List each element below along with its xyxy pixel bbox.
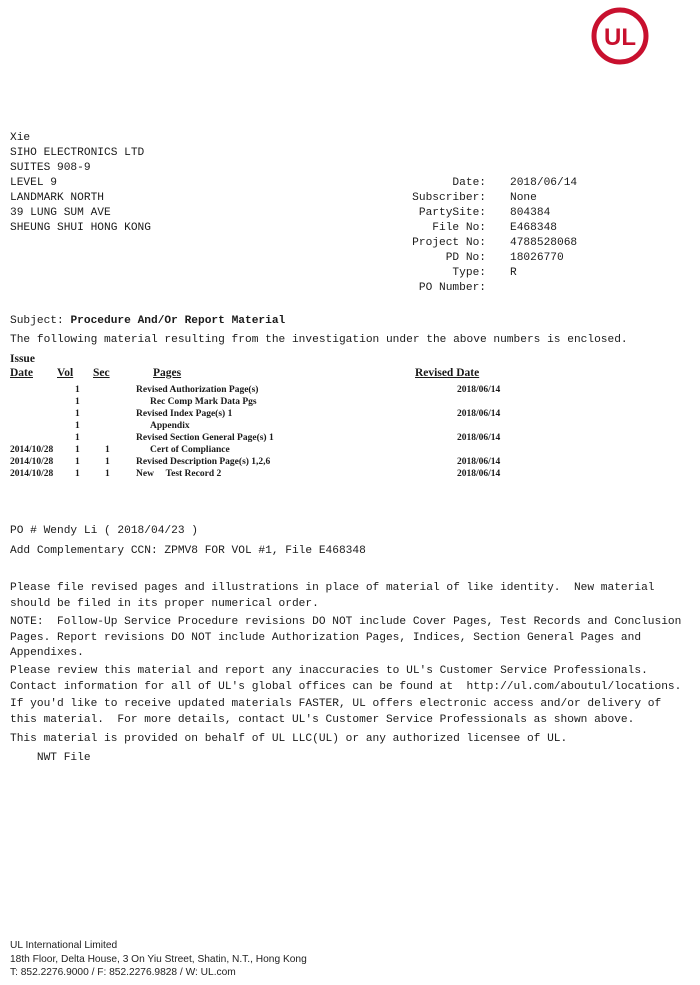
ref-row-partysite: [380, 206, 577, 221]
filing-instructions: Please file revised pages and illustrations in place of material of like identity. New material should be filed in its proper numerical order.: [10, 582, 655, 610]
ref-row-po-number: [380, 281, 577, 296]
cell-vol: 1: [75, 397, 80, 407]
cell-sec: 1: [105, 445, 110, 455]
ref-label: PartySite:: [418, 207, 486, 219]
issue-header: Issue: [10, 353, 35, 365]
ref-label: Date:: [452, 177, 486, 189]
table-row: [10, 457, 530, 469]
column-header-vol: Vol: [57, 367, 74, 379]
cell-pages: Rec Comp Mark Data Pgs: [150, 397, 257, 407]
footer-company: UL International Limited: [10, 940, 118, 951]
ul-logo-text: UL: [604, 24, 636, 51]
cell-vol: 1: [75, 385, 80, 395]
address-line: LEVEL 9: [10, 177, 57, 189]
table-row: [10, 409, 530, 421]
cell-date: 2014/10/28: [10, 457, 54, 467]
note-paragraph: NOTE: Follow-Up Service Procedure revisions DO NOT include Cover Pages, Test Records and Conclusion Pages. Report revisions DO NOT include Authorization Pages, Indices, Section General Pages and Appendixes.: [10, 616, 682, 659]
nwt-file-line: NWT File: [10, 752, 91, 764]
ref-value: None: [510, 192, 537, 204]
column-header-revised-date: Revised Date: [415, 367, 480, 379]
ul-logo: [590, 6, 650, 66]
ccn-line: Add Complementary CCN: ZPMV8 FOR VOL #1, File E468348: [10, 545, 366, 557]
ref-row-file-no: [380, 221, 577, 236]
cell-pages: Revised Section General Page(s) 1: [136, 433, 274, 443]
cell-vol: 1: [75, 433, 80, 443]
address-line: Xie: [10, 132, 31, 144]
review-paragraph: Please review this material and report any inaccuracies to UL's Customer Service Professionals. Contact information for all of UL's global offices can be found at http://ul.com/aboutul/locations.: [10, 665, 682, 693]
ref-value: 18026770: [510, 252, 564, 264]
column-header-sec: Sec: [93, 367, 110, 379]
ref-label: Subscriber:: [412, 192, 486, 204]
subject-title: Procedure And/Or Report Material: [70, 315, 286, 327]
cell-pages: New Test Record 2: [136, 469, 222, 479]
table-row: [10, 445, 530, 457]
ref-label: PD No:: [445, 252, 486, 264]
cell-pages: Cert of Compliance: [150, 445, 230, 455]
ref-label: Type:: [452, 267, 486, 279]
ref-row-type: [380, 266, 577, 281]
table-row: [10, 385, 530, 397]
ref-value: 804384: [510, 207, 551, 219]
po-line: PO # Wendy Li ( 2018/04/23 ): [10, 525, 198, 537]
table-row: [10, 421, 530, 433]
cell-pages: Appendix: [150, 421, 190, 431]
ref-row-date: [380, 176, 577, 191]
address-line: SHEUNG SHUI HONG KONG: [10, 222, 151, 234]
cell-sec: 1: [105, 457, 110, 467]
ref-row-subscriber: [380, 191, 577, 206]
cell-vol: 1: [75, 421, 80, 431]
cell-pages: Revised Description Page(s) 1,2,6: [136, 457, 271, 467]
column-header-pages: Pages: [153, 367, 182, 379]
cell-revised-date: 2018/06/14: [457, 469, 501, 479]
footer-address: 18th Floor, Delta House, 3 On Yiu Street, Shatin, N.T., Hong Kong: [10, 953, 307, 965]
address-line: SUITES 908-9: [10, 162, 91, 174]
subject-line: [10, 314, 285, 329]
cell-pages: Revised Index Page(s) 1: [136, 409, 233, 419]
ref-row-pd-no: [380, 251, 577, 266]
cell-vol: 1: [75, 469, 80, 479]
footer: [10, 939, 307, 980]
address-line: SIHO ELECTRONICS LTD: [10, 147, 145, 159]
ref-value: 2018/06/14: [510, 177, 578, 189]
reference-info: [380, 176, 577, 296]
ref-value: R: [510, 267, 517, 279]
ref-value: E468348: [510, 222, 557, 234]
subject-prefix: Subject:: [10, 315, 71, 327]
column-header-date: Date: [10, 367, 33, 379]
ref-value: 4788528068: [510, 237, 578, 249]
cell-revised-date: 2018/06/14: [457, 433, 501, 443]
behalf-statement: This material is provided on behalf of UL LLC(UL) or any authorized licensee of UL.: [10, 733, 568, 745]
address-line: LANDMARK NORTH: [10, 192, 104, 204]
ref-label: PO Number:: [418, 282, 486, 294]
address-line: 39 LUNG SUM AVE: [10, 207, 111, 219]
electronic-access-paragraph: If you'd like to receive updated materials FASTER, UL offers electronic access and/or delivery of this material. For more details, contact UL's Customer Service Professionals as shown above.: [10, 698, 662, 726]
ref-row-project-no: [380, 236, 577, 251]
cell-revised-date: 2018/06/14: [457, 457, 501, 467]
ref-label: File No:: [432, 222, 486, 234]
cell-vol: 1: [75, 409, 80, 419]
table-row: [10, 397, 530, 409]
cell-pages: Revised Authorization Page(s): [136, 385, 259, 395]
cell-vol: 1: [75, 445, 80, 455]
cell-sec: 1: [105, 469, 110, 479]
table-row: [10, 469, 530, 481]
footer-contact: T: 852.2276.9000 / F: 852.2276.9828 / W: UL.com: [10, 967, 236, 978]
cell-revised-date: 2018/06/14: [457, 385, 501, 395]
cell-vol: 1: [75, 457, 80, 467]
ref-label: Project No:: [412, 237, 486, 249]
cell-revised-date: 2018/06/14: [457, 409, 501, 419]
recipient-address: [10, 131, 151, 236]
cell-date: 2014/10/28: [10, 469, 54, 479]
cell-date: 2014/10/28: [10, 445, 54, 455]
table-row: [10, 433, 530, 445]
intro-text: The following material resulting from the investigation under the above numbers is enclosed.: [10, 334, 628, 346]
